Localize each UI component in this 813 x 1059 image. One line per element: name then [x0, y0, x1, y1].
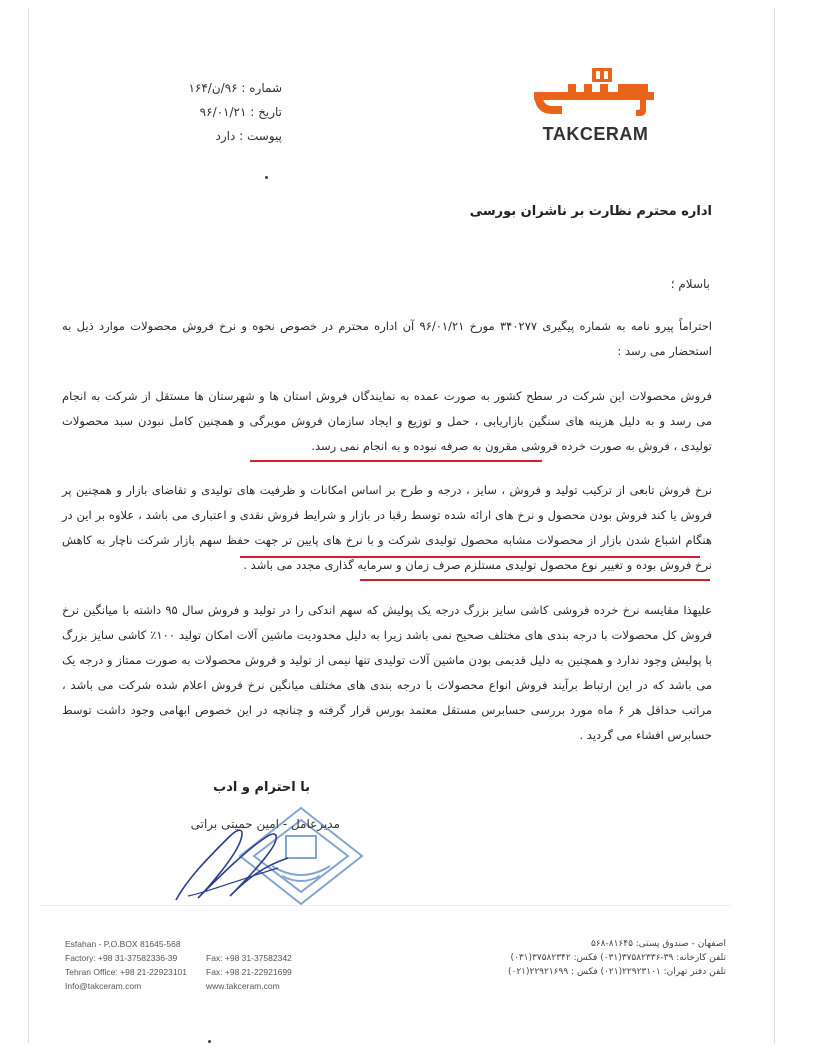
takceram-logo-mark [528, 62, 663, 120]
footer-factory-fax: Fax: +98 31-37582342 [206, 953, 292, 963]
handwritten-signature [168, 818, 298, 908]
footer-website[interactable]: www.takceram.com [206, 981, 280, 991]
red-underline [250, 460, 542, 462]
footer-tehran-phone: Tehran Office: +98 21-22923101 [65, 967, 188, 977]
footer-tehran-fax: Fax: +98 21-22921699 [206, 967, 292, 977]
letter-date: تاریخ : ۹۶/۰۱/۲۱ [199, 105, 282, 119]
footer-factory-phone-fa: تلفن کارخانه: ۳۹-۳۷۵۸۲۳۳۶(۰۳۱) فکس: ۳۷۵۸۲۳۴۲(۰۳۱) [510, 953, 726, 963]
footer-tehran-phone-fa: تلفن دفتر تهران: ۲۲۹۲۳۱۰۱(۰۲۱) فکس : ۲۲۹۲۱۶۹۹(۰۲۱) [507, 967, 726, 977]
footer-email[interactable]: Info@takceram.com [65, 981, 142, 991]
footer-factory-phone: Factory: +98 31-37582336-39 [65, 953, 178, 963]
brand-name-en: TAKCERAM [542, 124, 649, 144]
paragraph-1: احتراماً پیرو نامه به شماره پیگیری ۳۴۰۲۷۷ مورخ ۹۶/۰۱/۲۱ آن اداره محترم در خصوص نحوه و نرخ فروش محصولات موارد ذیل به استحضار می رسد : [62, 319, 712, 358]
paragraph-4: علیهذا مقایسه نرخ خرده فروشی کاشی سایز بزرگ درجه یک پولیش که سهم اندکی را در تولید و فروش سال ۹۵ داشته با میانگین نرخ فروش کل محصولات با درجه بندی های مختلف صحیح نمی باشد زیرا به دلیل محدودیت ماشین آلات امکان تولید ۱۰۰٪ کاشی سایز بزرگ با پولیش وجود ندارد و همچنین به دلیل قدیمی بودن ماشین آلات تولیدی تنها نیمی از تولید و فروش محصولات به صورت ممتاز و درجه یک می باشد که در این ارتباط برآیند فروش انواع محصولات با درجه بندی های مختلف میانگین نرخ فروش اعلام شده شرکت می باشد ، مراتب حداقل هر ۶ ماه مورد بررسی حسابرس مستقل معتمد بورس قرار گرفته و چنانچه در این خصوص ابهامی وجود داشت توسط حسابرس افشاء می گردید . [62, 603, 712, 742]
stray-dot [208, 1040, 211, 1043]
closing: با احترام و ادب [213, 780, 310, 795]
salutation: باسلام ؛ [670, 277, 710, 291]
recipient: اداره محترم نظارت بر ناشران بورسی [469, 204, 712, 219]
letter-meta [172, 76, 282, 148]
letter-attachment: پیوست : دارد [215, 129, 282, 143]
paragraph-3: نرخ فروش تابعی از ترکیب تولید و فروش ، سایز ، درجه و طرح بر اساس امکانات و ظرفیت های تولیدی و تقاضای بازار و همچنین پر فروش یا کند فروش بودن محصول و نرخ های ارائه شده توسط رقبا در بازار و شرایط فروش نقدی و اعتباری می باشد ، علاوه بر این در هنگام اشباع شدن بازار از محصولات مشابه محصول تولیدی شرکت و با نرخ های پایین تر جهت حفظ سهم بازار شرکت ناچار به کاهش نرخ فروش بوده و تغییر نوع محصول تولیدی مستلزم صرف زمان و سرمایه گذاری مجدد می باشد . [62, 483, 712, 572]
footer-divider [40, 905, 730, 906]
footer-contact-fa [470, 937, 726, 979]
stray-dot [265, 176, 268, 179]
company-logo [528, 62, 663, 150]
signer-title: مدیرعامل - امین حمیتی براتی [190, 817, 340, 831]
footer-address-fa: اصفهان - صندوق پستی: ۸۱۶۴۵-۵۶۸ [590, 939, 726, 949]
footer-contact-en [65, 937, 187, 993]
paragraph-2: فروش محصولات این شرکت در سطح کشور به صورت عمده به نمایندگان فروش استان ها و شهرستان ها مستقل از شرکت به انجام می رسد و به دلیل هزینه های سنگین بازاریابی ، حمل و توزیع و ایجاد سازمان فروش مویرگی و همچنین کامل نبودن سبد محصولات تولیدی ، فروش به صورت خرده فروشی مقرون به صرفه نبوده و به انجام نمی رسد. [62, 389, 712, 453]
letter-number: شماره : ۹۶/ن/۱۶۴ [188, 81, 282, 95]
red-underline [360, 579, 710, 581]
red-underline [240, 556, 700, 558]
footer-address: Esfahan - P.O.BOX 81645-568 [65, 939, 181, 949]
footer-fax-en [206, 951, 292, 993]
